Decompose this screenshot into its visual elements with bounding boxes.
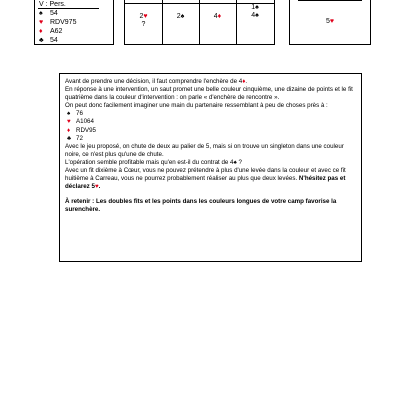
- diamond-icon: ♦: [217, 13, 222, 20]
- heart-icon: ♥: [329, 18, 335, 25]
- diamond-icon: ♦: [67, 126, 71, 134]
- paragraph: On peut donc facilement imaginer une main du partenaire ressemblant à peu de choses près à :: [65, 102, 328, 110]
- list-item: [65, 110, 357, 118]
- bid-level: 4: [213, 13, 218, 20]
- paragraph: [65, 78, 357, 86]
- cards: A1064: [76, 118, 94, 126]
- bid-level: 4: [251, 12, 256, 19]
- bidding-table: [124, 0, 275, 45]
- bid-level: 5: [325, 18, 330, 25]
- emphasis: À retenir : Les doubles fits et les points dans les couleurs longues de votre camp favorise la surenchère.: [65, 198, 337, 214]
- text: .: [245, 78, 248, 85]
- bidding-column-est: [236, 0, 274, 44]
- hand-cards: 54: [50, 37, 58, 44]
- bid-cell: [236, 11, 274, 20]
- heart-icon: ♥: [39, 19, 44, 26]
- bidding-header: [199, 0, 236, 4]
- spacer: [65, 191, 357, 198]
- bid-level: 1: [251, 4, 256, 11]
- bidding-header: [162, 0, 199, 4]
- heart-icon: ♥: [94, 183, 99, 191]
- spade-icon: ♠: [233, 158, 237, 166]
- bidding-header: [125, 0, 162, 4]
- emphasis: .: [98, 183, 101, 191]
- spade-icon: ♠: [180, 13, 185, 20]
- answer-bid: [290, 18, 370, 25]
- bidding-column-sud: [125, 0, 163, 44]
- cards: 72: [76, 134, 83, 142]
- bid-level: 2: [176, 13, 181, 20]
- text: Avant de prendre une décision, il faut comprendre l'enchère de 4: [65, 78, 243, 85]
- hand-row-hearts: [39, 18, 76, 27]
- spade-icon: ♠: [39, 10, 43, 17]
- club-icon: ♣: [39, 37, 44, 44]
- bid-question: ?: [141, 21, 146, 28]
- answer-box: [289, 0, 371, 45]
- hand-rows: [39, 9, 76, 45]
- bid-cell: [162, 12, 199, 21]
- cards: 76: [76, 110, 83, 118]
- retain-note: [65, 198, 357, 214]
- hand-box: [34, 0, 114, 45]
- bidding-column-nord: [199, 0, 237, 44]
- text: L'opération semble profitable mais qu'en est-il du contrat de 4: [65, 158, 234, 166]
- heart-icon: ♥: [67, 118, 71, 126]
- cards: RDV95: [76, 126, 96, 134]
- paragraph: [65, 167, 357, 191]
- answer-divider: [298, 0, 362, 1]
- paragraph: Avec le jeu proposé, on chute de deux au palier de 5, mais si on trouve un singleton dans une couleur noire, ce n'est plus qu'une de chute.: [65, 142, 344, 158]
- hand-row-clubs: [39, 36, 76, 45]
- hand-cards: RDV975: [50, 19, 77, 26]
- comment-box: [59, 73, 362, 262]
- spade-icon: ♠: [67, 110, 71, 118]
- emphasis: N'hésitez pas et déclarez 5: [65, 175, 346, 191]
- hand-header: V : Pers.: [39, 1, 66, 8]
- hand-row-spades: [39, 9, 76, 18]
- bidding-column-ouest: [162, 0, 200, 44]
- list-item: [65, 118, 357, 126]
- paragraph: En réponse à une intervention, un saut promet une belle couleur cinquième, une dizaine de points et le fit quatrième dans la couleur d'intervention : on parle « d'enchère de rencontre ».: [65, 86, 353, 102]
- text: Avec un fit dixième à Cœur, vous ne pouvez prétendre à plus d'une levée dans la couleur et avec ce fit huitième à Carreau, vous ne pourrez probablement réaliser au plus que deux levées.: [65, 167, 346, 183]
- text: ?: [236, 158, 242, 166]
- spade-icon: ♠: [255, 12, 259, 19]
- heart-icon: ♥: [143, 13, 148, 20]
- hand-cards: 54: [50, 10, 58, 17]
- list-item: [65, 127, 357, 135]
- bid-cell: [199, 12, 236, 21]
- paragraph: [65, 159, 357, 167]
- diamond-icon: ♦: [242, 78, 246, 85]
- spade-icon: ♠: [255, 4, 259, 11]
- club-icon: ♣: [67, 134, 72, 142]
- list-item: [65, 135, 357, 143]
- diamond-icon: ♦: [39, 28, 43, 35]
- hand-cards: A62: [50, 28, 63, 35]
- bid-level: 2: [139, 13, 144, 20]
- hand-row-diamonds: [39, 27, 76, 36]
